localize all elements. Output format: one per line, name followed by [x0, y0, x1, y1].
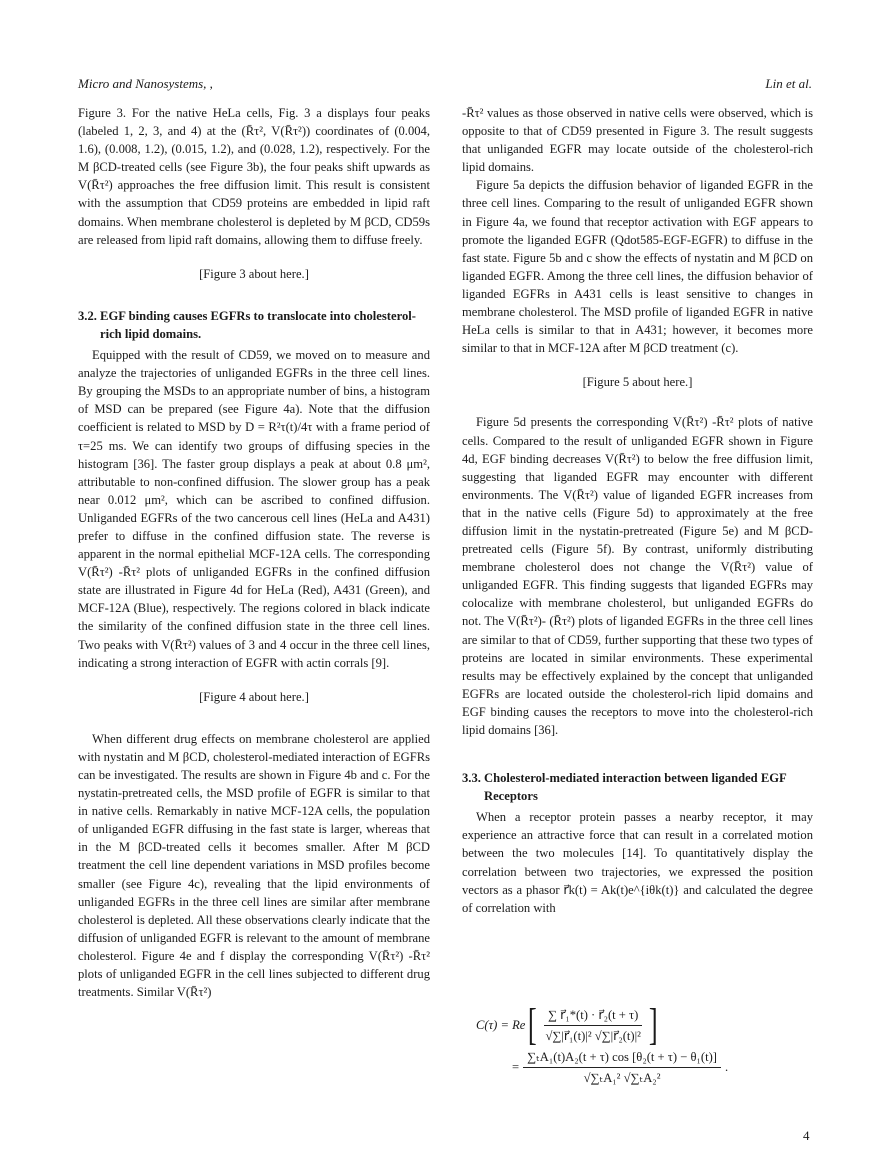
equation-lhs: C(τ) = Re [476, 1017, 526, 1032]
fraction-2-numerator: ∑ₜA₁(t)A₂(t + τ) cos [θ₂(t + τ) − θ₁(t)] [523, 1049, 721, 1068]
paragraph-drug-effects: When different drug effects on membrane cholesterol are applied with nystatin and M βCD, cholesterol-mediated interaction of EGFRs can be investigated. The results are shown in Figure 4b and c. For the nystatin-pretreated cells, the MSD profile of EGFR is similar to that in native cells. Remarkably in native MCF-12A cells, the population of unliganded EGFR diffusing in the fast state is larger, whereas that in the M βCD-treated cells it becomes smaller. After M βCD treatment the cell line dependent variations in MSD profiles become smaller (see Figure 4c), revealing that the lipid environments of unliganded EGFRs in the three cell lines are similar after membrane cholesterol is depleted. All these observations clearly indicate that the diffusion of unliganded EGFR is relevant to the amount of membrane cholesterol. Figure 4e and f display the corresponding V(R̄τ²) -R̄τ² plots of unliganded EGFR in the cell lines subjected to different drug treatments. Similar V(R̄τ²) [78, 731, 430, 1000]
fraction-1-numerator: ∑ r⃗₁*(t) · r⃗₂(t + τ) [544, 1007, 642, 1026]
left-column [78, 104, 430, 1001]
paragraph-continuation: -R̄τ² values as those observed in native cells were observed, which is opposite to that of CD59 presented in Figure 3. The result suggests that unliganded EGFR may locate outside of the cholesterol-rich lipid domains. [462, 106, 813, 175]
equation-period: . [724, 1060, 729, 1074]
section-3-3-heading: 3.3. Cholesterol-mediated interaction between liganded EGF Receptors [462, 771, 787, 804]
equation-fraction-2 [523, 1049, 721, 1086]
correlation-equation [462, 1000, 813, 1086]
section-3-2-heading: 3.2. EGF binding causes EGFRs to translocate into cholesterol-rich lipid domains. [78, 308, 416, 341]
figure-3-placeholder: [Figure 3 about here.] [199, 266, 309, 281]
equation-fraction-1 [544, 1007, 642, 1044]
figure-4-placeholder: [Figure 4 about here.] [199, 689, 309, 704]
fraction-2-denominator: √∑ₜA₁² √∑ₜA₂² [583, 1071, 661, 1085]
journal-header: Micro and Nanosystems, , [78, 76, 213, 91]
authors-header: Lin et al. [765, 76, 812, 91]
figure-5-placeholder: [Figure 5 about here.] [582, 375, 693, 390]
fraction-1-denominator: √∑|r⃗₁(t)|² √∑|r⃗₂(t)|² [545, 1028, 641, 1043]
page-number: 4 [803, 1128, 810, 1143]
paragraph-figure-5d: Figure 5d presents the corresponding V(R̄τ²) -R̄τ² plots of native cells. Compared to the result of unliganded EGFR shown in Figure 4d, EGF binding decreases V(R̄τ²) to below the free diffusion limit, suggesting that liganded EGFR may encounter with different environments. The V(R̄τ²) value of liganded EGFR increases from that in the native cells (Figure 5d) to approximately at the free diffusion limit in the nystatin-pretreated (Figure 5e) and M βCD-pretreated cells (Figure 5f). By contrast, uniformly distributing membrane cholesterol does not change the V(R̄τ²) value of unliganded EGFR. This finding suggests that liganded EGFRs may colocalize with membrane cholesterol, but unliganded EGFRs do not. The V(R̄τ²)- (R̄τ²) plots of liganded EGFRs in the three cell lines are similar to that of CD59, further supporting that these two types of proteins are located in similar environments. These experimental results may be effectively explained by the concept that unliganded EGFRs are located outside the cholesterol-rich lipid domains and EGF binding causes the receptors to move into the cholesterol-rich lipid domains [36]. [462, 415, 813, 737]
left-bracket: [ [528, 1000, 538, 1049]
paragraph-correlation: When a receptor protein passes a nearby receptor, it may experience an attractive force that can result in a correlated motion between the two molecules [14]. To quantitatively display the correlation between two trajectories, we expressed the position vectors as a phasor r⃗k(t) = Ak(t)e^{iθk(t)} and calculated the degree of correlation with [462, 810, 813, 915]
equals-sign: = [512, 1060, 520, 1074]
paragraph-unliganded-egfr: Equipped with the result of CD59, we moved on to measure and analyze the trajectories of unliganded EGFRs in the three cell lines. By grouping the MSDs to an appropriate number of bins, a histogram of MSD can be prepared (see Figure 4a). Note that the diffusion coefficient is related to MSD by D = R²τ(t)/4τ with a frame period of τ=25 ms. We can identify two groups of diffusing species in the histogram [36]. The faster group displays a peak at about 0.8 μm², attributable to non-confined diffusion. The slower group has a peak near 0.012 μm², which can be ascribed to confined diffusion. Unliganded EGFRs of the two cancerous cell lines (HeLa and A431) prefer to diffuse in the confined diffusion state. The reverse is apparent in the normal epithelial MCF-12A cells. The corresponding V(R̄τ²) -R̄τ² plots of unliganded EGFRs in the confined diffusion state are illustrated in Figure 4d for HeLa (Red), A431 (Green), and MCF-12A (Blue), respectively. The regions colored in black indicate the similarity of the confined diffusion state in the three cell lines. Two peaks with V(R̄τ²) values of 3 and 4 occur in the three cell lines, indicating a strong interaction of EGFR with actin corrals [9]. [78, 348, 430, 670]
right-column [462, 104, 813, 917]
paragraph-liganded-egfr: Figure 5a depicts the diffusion behavior of liganded EGFR in the three cell lines. Comparing to the result of unliganded EGFR shown in Figure 4a, we found that receptor activation with EGF appears to promote the liganded EGFR (Qdot585-EGF-EGFR) to diffuse in the fast state. Figure 5b and c show the effects of nystatin and M βCD on liganded EGFR. Among the three cell lines, the diffusion behavior of liganded EGFRs in A431 cells is least sensitive to changes in membrane cholesterol. The MSD profile of liganded EGFR in native HeLa cells is similar to that in A431; however, it becomes more similar to that in MCF-12A after M βCD treatment (c). [462, 178, 813, 356]
right-bracket: ] [649, 1000, 659, 1049]
paragraph-cd59-peaks: Figure 3. For the native HeLa cells, Fig. 3 a displays four peaks (labeled 1, 2, 3, and 4) at the (R̄τ², V(R̄τ²)) coordinates of (0.004, 1.6), (0.008, 1.2), (0.015, 1.2), and (0.028, 1.2), respectively. For the M βCD-treated cells (see Figure 3b), the four peaks shift upwards as V(R̄τ²) approaches the free diffusion limit. This result is consistent with the assumption that CD59 proteins are embedded in lipid raft domains. When membrane cholesterol is depleted by M βCD, CD59s are released from lipid raft domains, allowing them to diffuse freely. [78, 106, 430, 247]
